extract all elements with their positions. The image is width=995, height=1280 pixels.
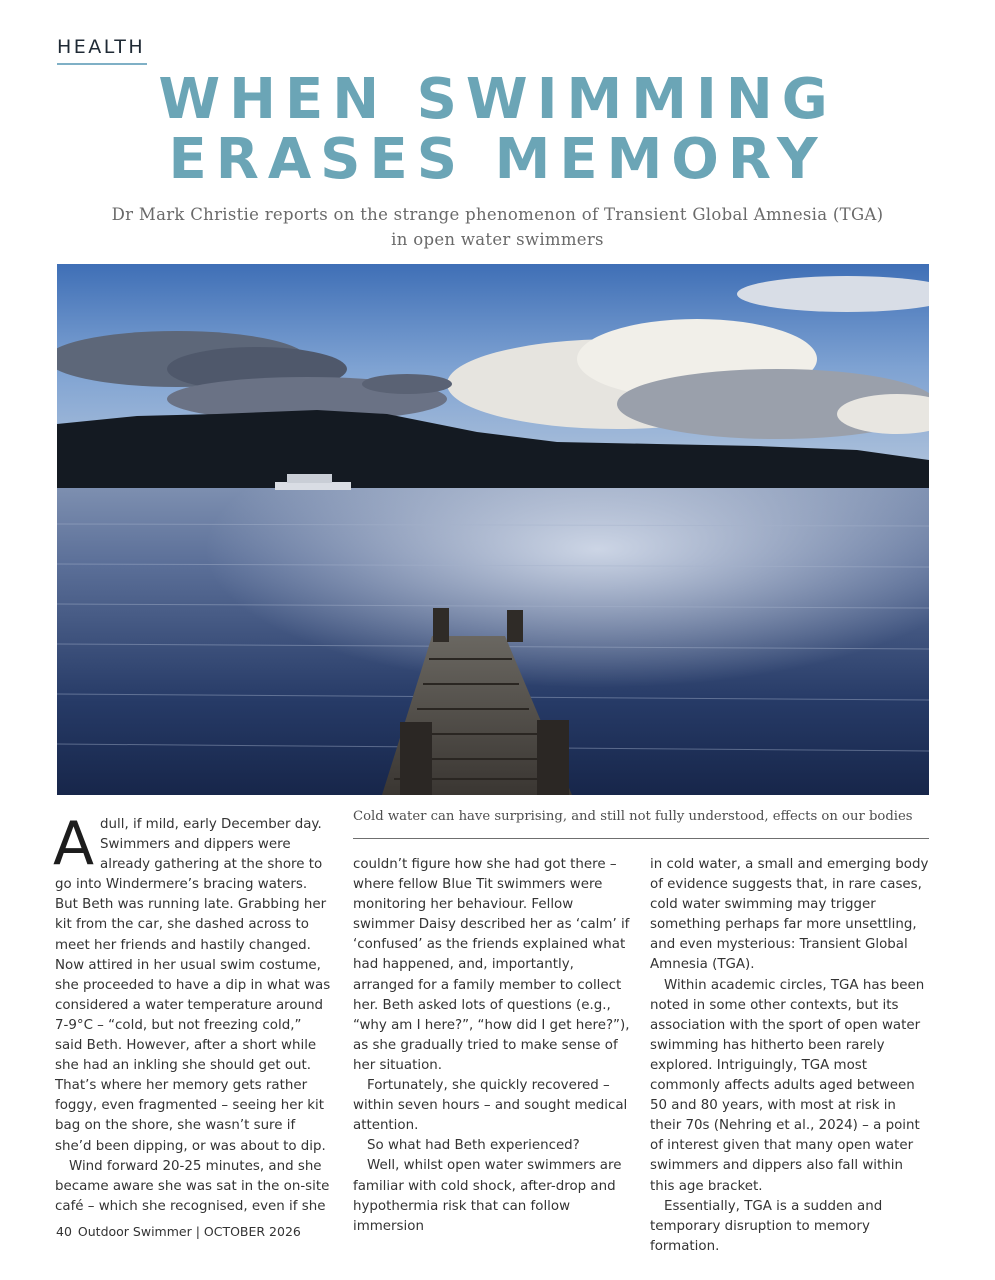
paragraph-text: dull, if mild, early December day. Swimmers and dippers were already gathering at the shore to go into Windermere’s bracing waters. But Beth was running late. Grabbing her kit from the car, she dashed across to meet her friends and hastily changed. Now attired in her usual swim costume, she proceeded to have a dip in what was considered a water temperature around 7-9°C – “cold, but not freezing cold,” said Beth. However, after a short while she had an inkling she should get out. That’s where her memory gets rather foggy, even fragmented – seeing her kit bag on the shore, she wasn’t sure if she’d been dipping, or was about to dip. xyxy=(55,817,331,1154)
publication-info: Outdoor Swimmer | OCTOBER 2026 xyxy=(77,1224,301,1239)
caption-divider xyxy=(353,838,929,839)
standfirst xyxy=(60,202,935,252)
section-underline xyxy=(57,63,147,65)
paragraph: couldn’t figure how she had got there – where fellow Blue Tit swimmers were monitoring her behaviour. Fellow swimmer Daisy described her as ‘calm’ if ‘confused’ as the friends explained what had happened, and, importantly, arranged for a family member to collect her. Beth asked lots of questions (e.g., “why am I here?”, “how did I get here?”), as she gradually tried to make sense of her situation. xyxy=(353,857,630,1073)
page-number: 40 xyxy=(56,1224,72,1239)
headline-line-2: ERASES MEMORY xyxy=(168,127,827,192)
paragraph: Fortunately, she quickly recovered – within seven hours – and sought medical attention. xyxy=(353,1078,628,1134)
photo-caption: Cold water can have surprising, and still not fully understood, effects on our bodies xyxy=(353,809,913,824)
article-column-3 xyxy=(650,855,930,1257)
paragraph xyxy=(53,809,333,1157)
page-footer xyxy=(56,1224,307,1239)
headline xyxy=(0,67,995,192)
section-label: HEALTH xyxy=(57,36,146,58)
paragraph: So what had Beth experienced? xyxy=(367,1138,580,1154)
article-column-1 xyxy=(53,809,333,1217)
standfirst-line-1: Dr Mark Christie reports on the strange phenomenon of Transient Global Amnesia (TGA) xyxy=(111,205,884,224)
paragraph: in cold water, a small and emerging body of evidence suggests that, in rare cases, cold water swimming may trigger something perhaps far more unsettling, and even mysterious: Transient Global Amnesia (TGA). xyxy=(650,857,929,973)
article-column-2 xyxy=(353,855,631,1237)
paragraph: Within academic circles, TGA has been noted in some other contexts, but its association with the sport of open water swimming has hitherto been rarely explored. Intriguingly, TGA most commonly affects adults aged between 50 and 80 years, with most at risk in their 70s (Nehring et al., 2024) – a point of interest given that many open water swimmers and dippers also fall within this age bracket. xyxy=(650,977,925,1194)
paragraph: Well, whilst open water swimmers are familiar with cold shock, after-drop and hypothermia risk that can follow immersion xyxy=(353,1158,622,1234)
paragraph: Wind forward 20-25 minutes, and she became aware she was sat in the on-site café – which she recognised, even if she xyxy=(55,1158,330,1214)
lake-jetty-photo xyxy=(57,264,929,795)
standfirst-line-2: in open water swimmers xyxy=(391,230,604,249)
drop-cap: A xyxy=(53,809,95,879)
headline-line-1: WHEN SWIMMING xyxy=(158,67,837,132)
paragraph: Essentially, TGA is a sudden and temporary disruption to memory formation. xyxy=(650,1198,883,1254)
